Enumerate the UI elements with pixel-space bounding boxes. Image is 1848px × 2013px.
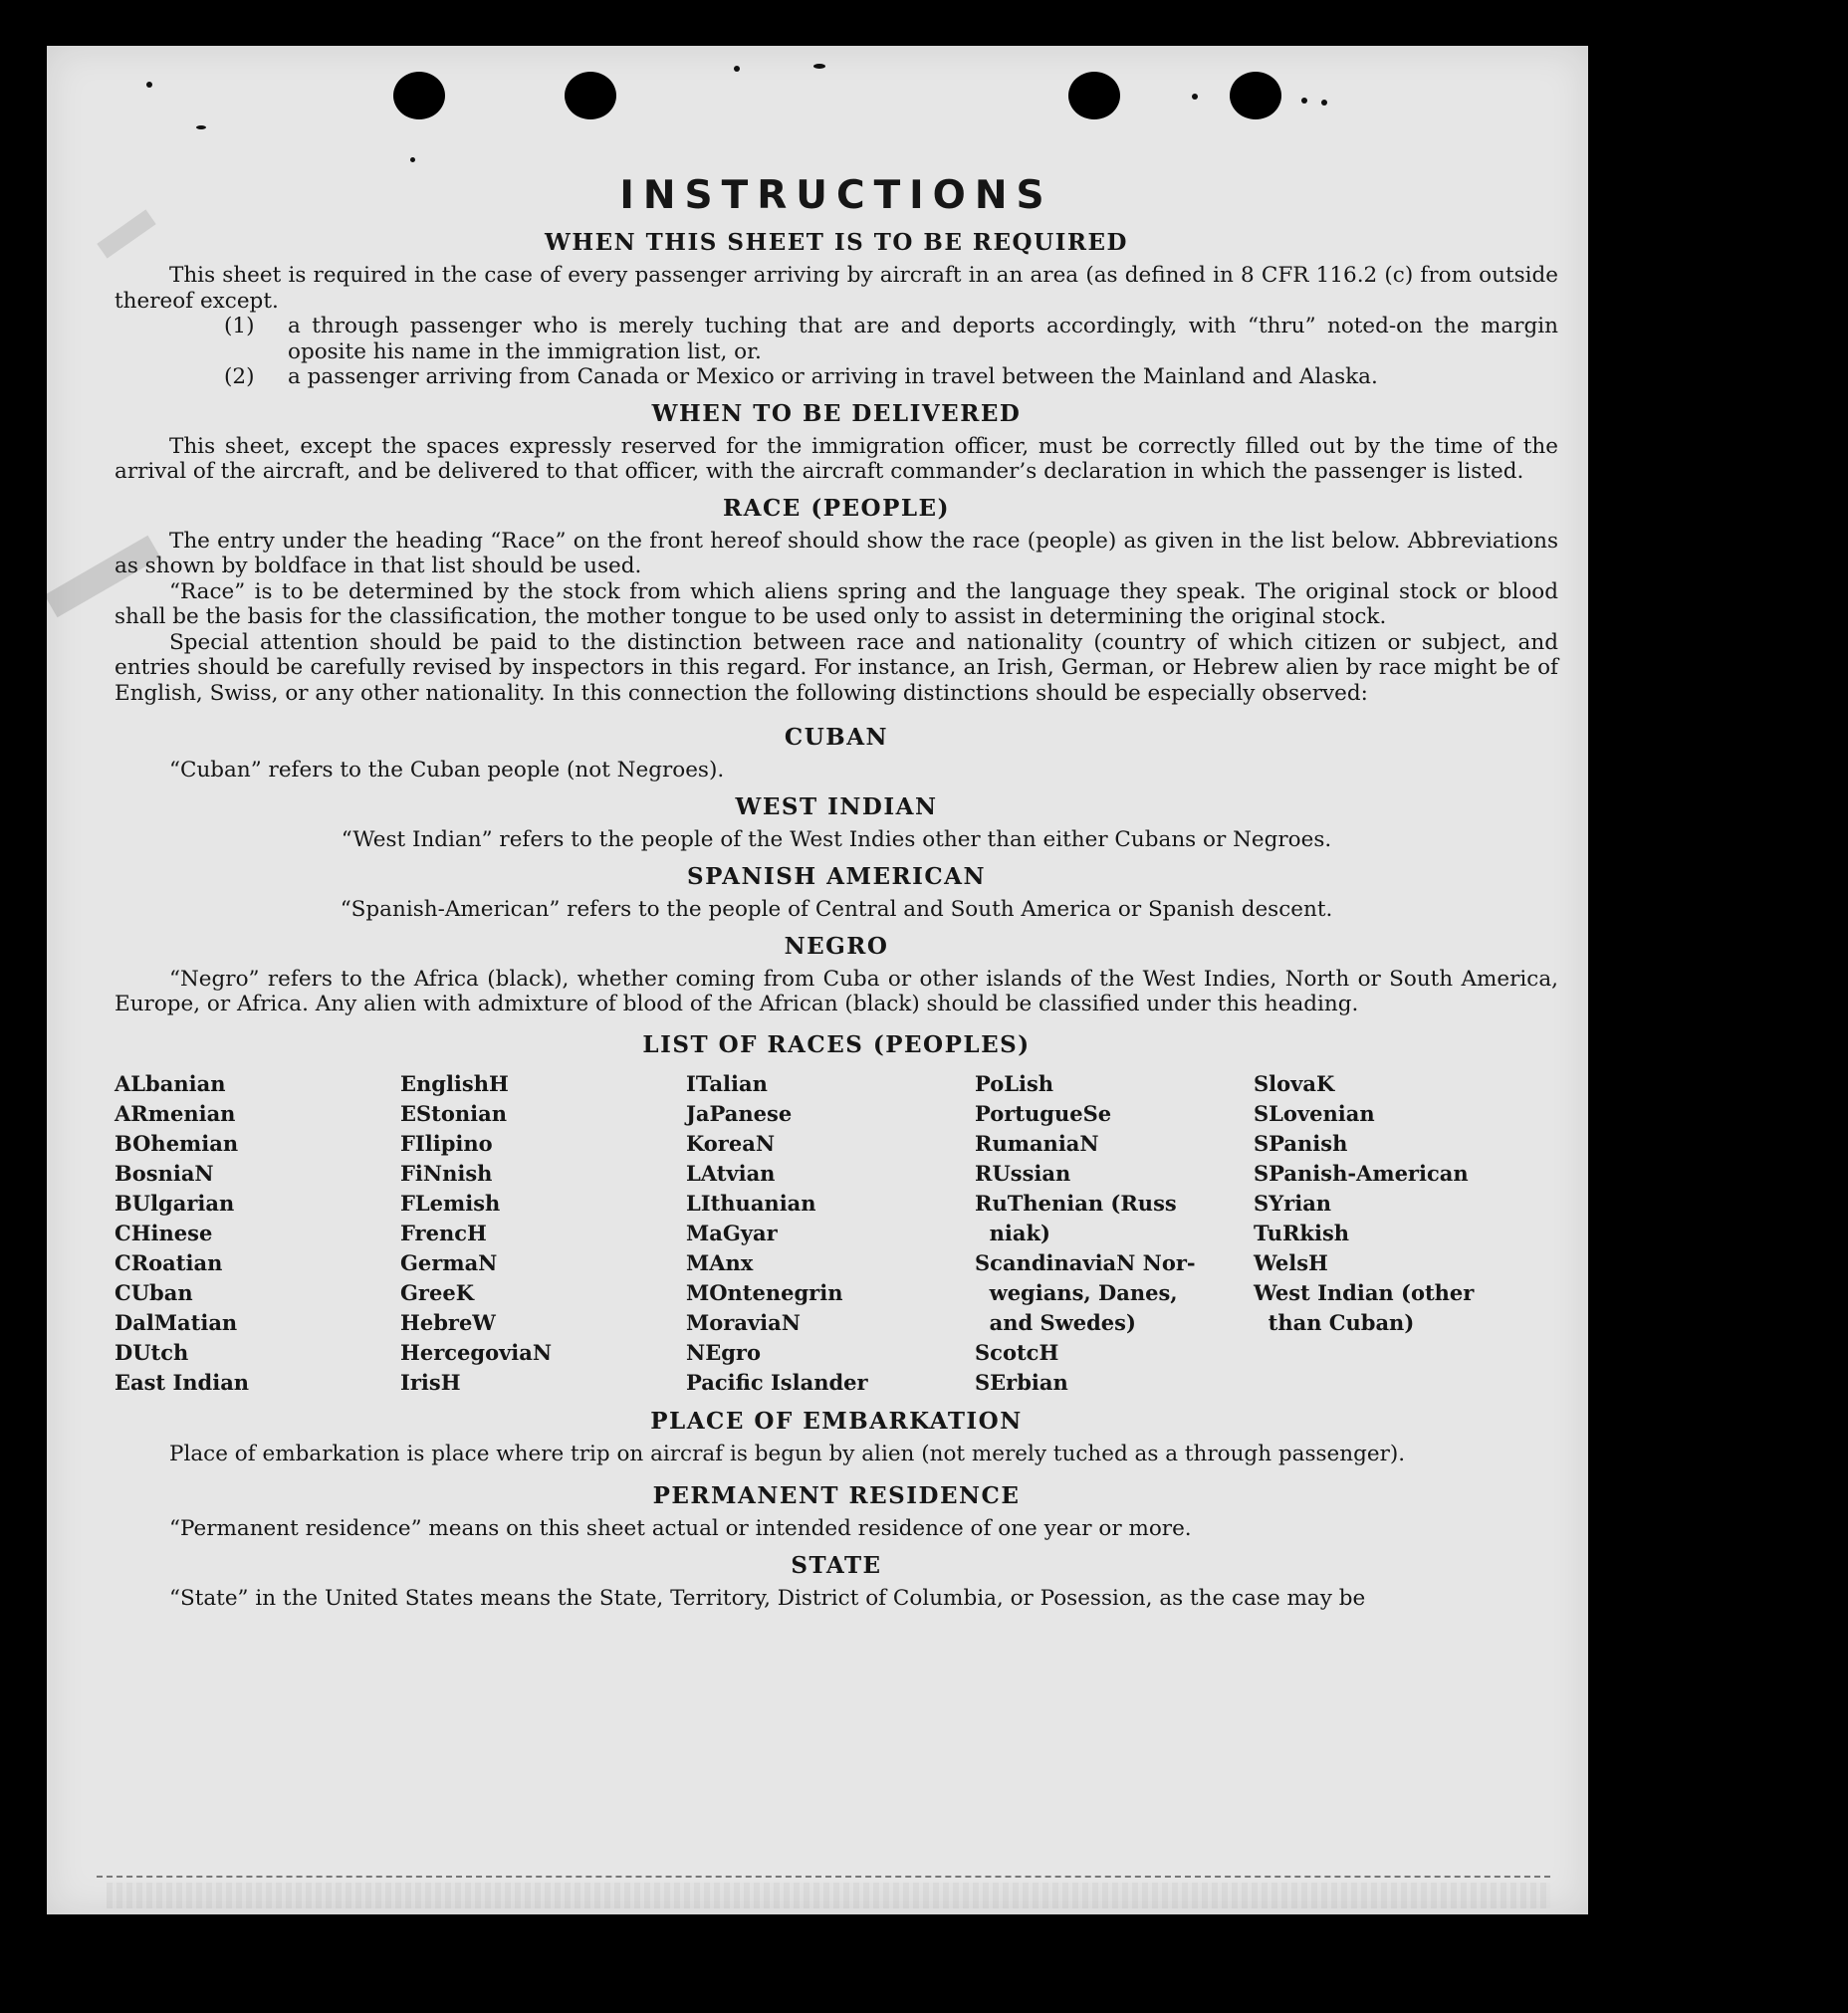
heading-when-required: WHEN THIS SHEET IS TO BE REQUIRED — [545, 229, 1128, 256]
race-entry: SLovenian — [1254, 1100, 1375, 1126]
race-entry: PoLish — [975, 1070, 1054, 1096]
speck — [1301, 98, 1307, 104]
heading-embarkation: PLACE OF EMBARKATION — [650, 1407, 1023, 1435]
document-page — [47, 46, 1588, 1914]
speck — [813, 64, 825, 69]
race-entry: and Swedes) — [975, 1309, 1136, 1335]
text-spanish-american: “Spanish-American” refers to the people of Central and South America or Spanish descent. — [340, 896, 1333, 922]
race-entry: BOhemian — [115, 1130, 239, 1156]
race-entry: LIthuanian — [686, 1190, 816, 1216]
race-entry: Pacific Islander — [686, 1369, 868, 1395]
para-embarkation: Place of embarkation is place where trip on aircraf is begun by alien (not merely tuched as a through passenger). — [169, 1441, 1406, 1466]
race-entry: PortugueSe — [975, 1100, 1112, 1126]
para-when-required: This sheet is required in the case of every passenger arriving by aircraft in an area (as defined in 8 CFR 116.2 (c) from outside thereof except. — [115, 263, 1558, 314]
race-entry: MoraviaN — [686, 1309, 801, 1335]
punch-hole — [565, 72, 616, 119]
race-entry: SYrian — [1254, 1190, 1332, 1216]
race-entry: SPanish — [1254, 1130, 1348, 1156]
speck — [1321, 100, 1327, 106]
race-entry: MAnx — [686, 1249, 754, 1275]
text-permanent-residence: “Permanent residence” means on this sheet actual or intended residence of one year or more. — [169, 1516, 1192, 1541]
race-entry: RuThenian (Russ — [975, 1190, 1177, 1216]
race-column — [115, 1069, 400, 1398]
race-entry: SPanish-American — [1254, 1160, 1469, 1186]
race-entry: CUban — [115, 1279, 193, 1305]
race-entry: EStonian — [400, 1100, 507, 1126]
para-race-1: The entry under the heading “Race” on the front hereof should show the race (people) as given in the list below. Abbreviations as shown by boldface in that list should be used. — [115, 528, 1558, 578]
race-entry: NEgro — [686, 1339, 761, 1365]
para-negro: “Negro” refers to the Africa (black), whether coming from Cuba or other islands of the West Indies, North or South America, Europe, or Africa. Any alien with admixture of blood of the African (black) should be classified under this heading. — [115, 966, 1558, 1016]
race-entry: SErbian — [975, 1369, 1068, 1395]
enum-text: a passenger arriving from Canada or Mexico or arriving in travel between the Mainland and Alaska. — [288, 364, 1378, 389]
heading-list-of-races: LIST OF RACES (PEOPLES) — [642, 1030, 1031, 1058]
race-column — [975, 1069, 1254, 1398]
heading-permanent-residence: PERMANENT RESIDENCE — [652, 1482, 1021, 1509]
race-entry: BUlgarian — [115, 1190, 235, 1216]
race-entry: GreeK — [400, 1279, 474, 1305]
heading-negro: NEGRO — [784, 932, 889, 960]
heading-spanish-american: SPANISH AMERICAN — [686, 862, 987, 890]
punch-hole — [1230, 72, 1281, 119]
para-when-delivered: This sheet, except the spaces expressly reserved for the immigration officer, must be correctly filled out by the time of the arrival of the aircraft, and be delivered to that officer, with the aircraft commander’s declaration in which the passenger is listed. — [115, 433, 1558, 484]
punch-hole — [393, 72, 445, 119]
instructions-content — [115, 173, 1558, 1611]
para-race-2: “Race” is to be determined by the stock from which aliens spring and the language they speak. The original stock or blood shall be the basis for the classification, the mother tongue to be used only to assist in determining the original stock. — [115, 578, 1558, 629]
speck — [196, 125, 206, 129]
text-cuban: “Cuban” refers to the Cuban people (not Negroes). — [169, 758, 725, 783]
race-entry: FrencH — [400, 1220, 487, 1245]
race-entry: DUtch — [115, 1339, 189, 1365]
race-entry: wegians, Danes, — [975, 1279, 1178, 1305]
heading-when-delivered: WHEN TO BE DELIVERED — [651, 399, 1022, 427]
race-entry: MaGyar — [686, 1220, 778, 1245]
race-entry: ScotcH — [975, 1339, 1059, 1365]
page-title: INSTRUCTIONS — [619, 173, 1053, 218]
para-race-3: Special attention should be paid to the distinction between race and nationality (country of which citizen or subject, and entries should be carefully revised by inspectors in this regard. For instance, an Irish, German, or Hebrew alien by race might be of English, Swiss, or any other nationality. In this connection the following distinctions should be especially observed: — [115, 629, 1558, 706]
race-entry: FIlipino — [400, 1130, 493, 1156]
footer-bleedthrough — [107, 1883, 1550, 1908]
heading-state: STATE — [791, 1551, 882, 1579]
race-entry: KoreaN — [686, 1130, 776, 1156]
heading-cuban: CUBAN — [784, 724, 889, 751]
enum-item — [115, 364, 1558, 390]
race-list — [115, 1069, 1558, 1398]
race-entry: BosniaN — [115, 1160, 214, 1186]
race-column — [1254, 1069, 1522, 1398]
footer-divider — [97, 1876, 1550, 1878]
enum-text: a through passenger who is merely tuching that are and deports accordingly, with “thru” noted-on the margin oposite his name in the immigration list, or. — [288, 314, 1558, 364]
race-entry: DalMatian — [115, 1309, 238, 1335]
race-entry: ITalian — [686, 1070, 768, 1096]
enum-number: (2) — [224, 364, 255, 389]
race-entry: FLemish — [400, 1190, 501, 1216]
speck — [410, 157, 415, 162]
race-entry: JaPanese — [686, 1100, 793, 1126]
race-entry: West Indian (other — [1254, 1279, 1475, 1305]
race-entry: ARmenian — [115, 1100, 236, 1126]
speck — [146, 82, 152, 88]
race-entry: CHinese — [115, 1220, 213, 1245]
race-column — [686, 1069, 975, 1398]
race-entry: RumaniaN — [975, 1130, 1099, 1156]
speck — [734, 66, 740, 72]
heading-west-indian: WEST INDIAN — [735, 792, 938, 820]
race-entry: ALbanian — [115, 1070, 226, 1096]
race-entry: LAtvian — [686, 1160, 776, 1186]
race-entry: niak) — [975, 1220, 1050, 1245]
race-entry: IrisH — [400, 1369, 461, 1395]
race-entry: WelsH — [1254, 1249, 1328, 1275]
race-entry: FiNnish — [400, 1160, 493, 1186]
race-entry: than Cuban) — [1254, 1309, 1415, 1335]
race-entry: MOntenegrin — [686, 1279, 843, 1305]
race-entry: HercegoviaN — [400, 1339, 553, 1365]
race-entry: EnglishH — [400, 1070, 509, 1096]
race-entry: RUssian — [975, 1160, 1071, 1186]
para-state: “State” in the United States means the State, Territory, District of Columbia, or Posession, as the case may be — [169, 1585, 1366, 1611]
race-entry: HebreW — [400, 1309, 496, 1335]
race-entry: East Indian — [115, 1369, 250, 1395]
speck — [1192, 94, 1198, 100]
race-column — [400, 1069, 686, 1398]
race-entry: TuRkish — [1254, 1220, 1350, 1245]
enum-item — [115, 314, 1558, 364]
enum-number: (1) — [224, 314, 255, 338]
punch-hole — [1068, 72, 1120, 119]
text-west-indian: “West Indian” refers to the people of the West Indies other than either Cubans or Negroes. — [341, 826, 1332, 852]
heading-race: RACE (PEOPLE) — [723, 494, 950, 522]
race-entry: SlovaK — [1254, 1070, 1335, 1096]
race-entry: CRoatian — [115, 1249, 223, 1275]
race-entry: GermaN — [400, 1249, 498, 1275]
race-entry: ScandinaviaN Nor- — [975, 1249, 1196, 1275]
